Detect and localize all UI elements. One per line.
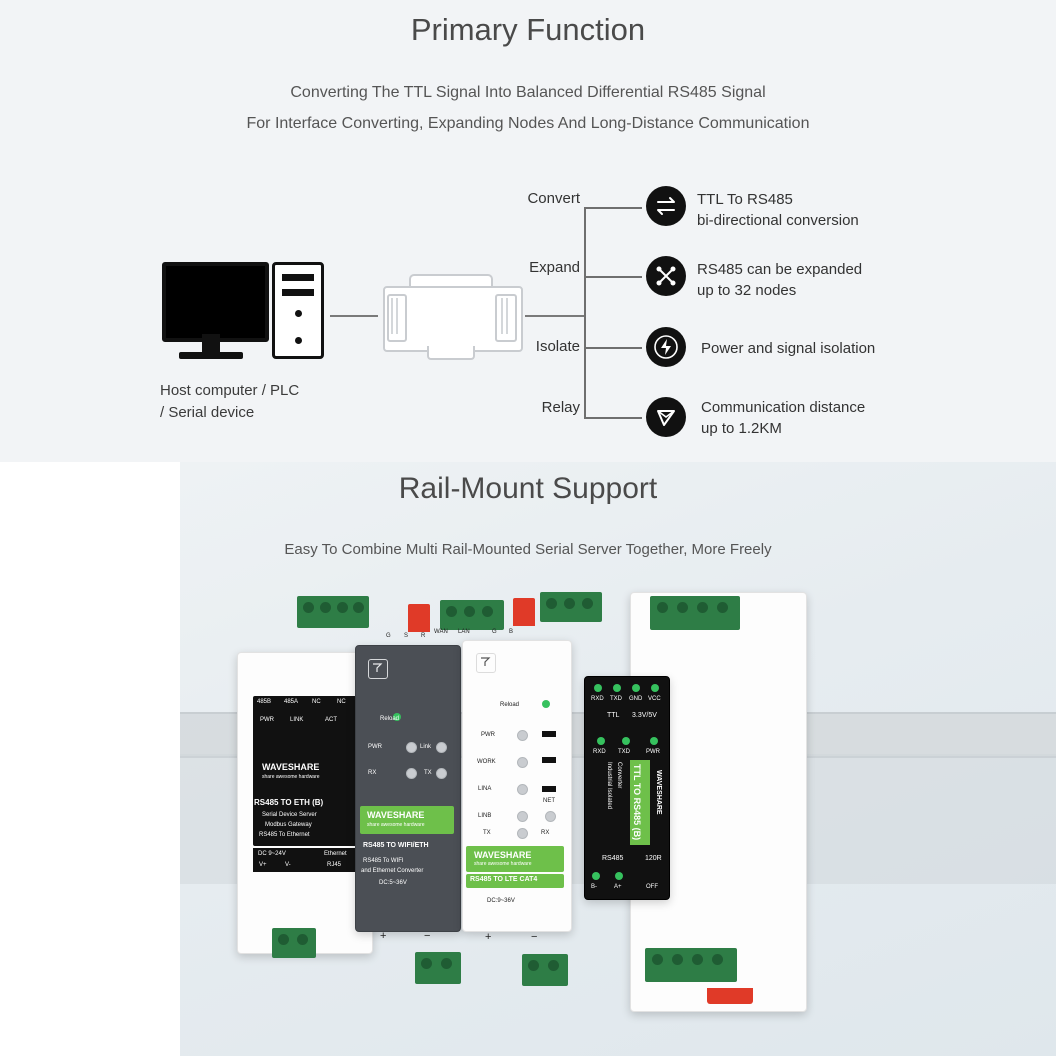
status-led (517, 828, 528, 839)
status-led (517, 757, 528, 768)
feature-desc-isolate (701, 338, 931, 359)
subtitle-line-2: For Interface Converting, Expanding Nodes And Long-Distance Communication (246, 115, 810, 132)
section-label: 3.3V/5V (632, 712, 657, 719)
feature-desc-relay (701, 397, 931, 439)
section-subtitle-rail-mount: Easy To Combine Multi Rail-Mounted Serial Server Together, More Freely (284, 541, 772, 558)
bottom-label: A+ (614, 884, 622, 890)
led-label: PWR (368, 744, 382, 750)
host-label-line-2: / Serial device (160, 404, 255, 421)
feature-desc-line-2: bi-directional conversion (697, 212, 859, 229)
top-label: RXD (591, 696, 604, 702)
device-model: RS485 TO WIFI/ETH (363, 842, 429, 849)
host-label-line-1: Host computer / PLC (160, 382, 300, 399)
brand-tagline: share awesome hardware (474, 861, 532, 867)
status-led (517, 811, 528, 822)
monitor-stand-icon (202, 334, 220, 352)
status-led (542, 757, 556, 763)
led-label: RX (368, 770, 377, 776)
status-led (597, 737, 605, 745)
led-label: RX (541, 830, 550, 836)
host-device-label (160, 380, 390, 424)
feature-tag-isolate: Isolate (535, 338, 580, 355)
terminal-block-green (440, 600, 504, 630)
device-model: TTL TO RS485 (B) (632, 764, 642, 841)
signal-relay-icon (646, 397, 686, 437)
polarity-label: − (424, 930, 431, 942)
led-label: RXD (593, 749, 606, 755)
led-label: TX (424, 770, 432, 776)
feature-desc-line-1: Power and signal isolation (701, 340, 876, 357)
terminal-block-green (272, 928, 316, 958)
power-label: DC:5~36V (379, 880, 407, 886)
feature-desc-convert (697, 189, 927, 231)
tower-slot-icon (282, 289, 314, 296)
bracket-branch (584, 276, 642, 278)
led-label: ACT (325, 717, 337, 723)
reload-label: Reload (500, 702, 520, 708)
bottom-label: V+ (259, 862, 267, 868)
led-label: TXD (618, 749, 630, 755)
status-led (517, 784, 528, 795)
module-detail-line (391, 298, 393, 334)
status-led (436, 742, 447, 753)
device-desc-line: and Ethernet Converter (361, 868, 424, 874)
antenna-icon (476, 653, 496, 673)
led-label: LINA (478, 786, 492, 792)
brand-name: WAVESHARE (474, 850, 532, 860)
feature-desc-line-1: TTL To RS485 (697, 191, 793, 208)
bottom-label: RJ45 (327, 862, 342, 868)
polarity-label: + (380, 930, 387, 942)
status-led (651, 684, 659, 692)
feature-tag-expand: Expand (529, 259, 580, 276)
module-bottom-outline (427, 346, 475, 360)
page-title: Primary Function (410, 12, 646, 47)
led-label: WORK (477, 759, 496, 765)
top-label: LAN (458, 629, 470, 635)
status-led (650, 737, 658, 745)
device-desc-line: Serial Device Server (262, 812, 317, 818)
terminal-block-green (297, 596, 369, 628)
status-led (545, 811, 556, 822)
status-led (615, 872, 623, 880)
device-model: RS485 TO ETH (B) (254, 798, 324, 807)
reload-label: Reload (380, 716, 400, 722)
terminal-block-green (415, 952, 461, 984)
top-label: G (386, 633, 391, 639)
bottom-label: RS485 (602, 855, 624, 862)
led-label: NET (543, 798, 555, 804)
brand-name: WAVESHARE (367, 810, 425, 820)
bracket-branch (584, 207, 642, 209)
subtitle-line-1: Converting The TTL Signal Into Balanced Differential RS485 Signal (290, 84, 766, 101)
power-label: DC:9~36V (487, 898, 515, 904)
top-label: VCC (648, 696, 661, 702)
status-led (436, 768, 447, 779)
brand-name: WAVESHARE (655, 770, 662, 815)
status-led (542, 786, 556, 792)
red-terminal-cap (513, 598, 535, 626)
monitor-icon (162, 262, 269, 342)
expand-nodes-icon (646, 256, 686, 296)
terminal-label: 485B (257, 699, 272, 705)
led-label: LINB (478, 813, 492, 819)
primary-function-section (0, 0, 1056, 462)
device-desc-line: RS485 To Ethernet (259, 832, 310, 838)
device-desc-line: Converter (616, 762, 622, 789)
top-label: G (492, 629, 497, 635)
led-label: PWR (646, 749, 660, 755)
feature-tag-relay: Relay (541, 399, 580, 416)
bracket-branch (584, 347, 642, 349)
feature-tag-convert: Convert (527, 190, 580, 207)
red-terminal-cap (408, 604, 430, 632)
isolation-icon (646, 327, 686, 367)
module-detail-line (501, 298, 503, 334)
terminal-label: NC (312, 699, 321, 705)
status-led (542, 700, 550, 708)
connection-wire-left (330, 315, 378, 317)
status-led (613, 684, 621, 692)
feature-desc-line-2: up to 1.2KM (701, 420, 782, 437)
top-label: WAN (434, 629, 448, 635)
device-desc-line: RS485 To WIFI (363, 858, 404, 864)
terminal-label: NC (337, 699, 346, 705)
port-label: Ethernet (324, 851, 347, 857)
bottom-label: B- (591, 884, 597, 890)
polarity-label: − (531, 931, 538, 943)
antenna-icon (368, 659, 388, 679)
feature-desc-line-2: up to 32 nodes (697, 282, 797, 299)
status-led (406, 768, 417, 779)
top-label: GND (629, 696, 643, 702)
bottom-label: 120R (645, 855, 662, 862)
brand-tagline: share awesome hardware (367, 822, 425, 828)
led-label: TX (483, 830, 491, 836)
brand-name: WAVESHARE (262, 762, 320, 772)
bidirectional-arrows-icon (646, 186, 686, 226)
bracket-vertical (584, 207, 586, 417)
connection-wire-right (525, 315, 585, 317)
section-title-rail-mount: Rail-Mount Support (398, 472, 658, 505)
feature-desc-line-1: RS485 can be expanded (697, 261, 863, 278)
status-led (517, 730, 528, 741)
list-item (355, 645, 461, 932)
terminal-block-green (645, 948, 737, 982)
bottom-label: OFF (646, 884, 658, 890)
led-label: LINK (290, 717, 304, 723)
terminal-block-green (522, 954, 568, 986)
device-desc-line: Modbus Gateway (265, 822, 312, 828)
monitor-base-icon (179, 352, 243, 359)
status-led (542, 731, 556, 737)
terminal-block-green (650, 596, 740, 630)
device-desc-line: Industrial Isolated (606, 762, 612, 810)
top-label: B (509, 629, 514, 635)
section-label: TTL (607, 712, 620, 719)
module-detail-line (396, 298, 398, 334)
terminal-label: 485A (284, 699, 299, 705)
device-model: RS485 TO LTE CAT4 (470, 876, 538, 883)
feature-desc-expand (697, 259, 927, 301)
feature-desc-line-1: Communication distance (701, 399, 866, 416)
tower-slot-icon (282, 274, 314, 281)
status-led (594, 684, 602, 692)
rail-clip-red (707, 988, 753, 1004)
led-label: PWR (260, 717, 274, 723)
bracket-branch (584, 417, 642, 419)
polarity-label: + (485, 931, 492, 943)
status-led (622, 737, 630, 745)
tower-led-icon (295, 337, 302, 344)
led-label: PWR (481, 732, 495, 738)
bottom-label: V- (285, 862, 291, 868)
top-label: R (421, 633, 426, 639)
tower-led-icon (295, 310, 302, 317)
top-label: TXD (610, 696, 622, 702)
converter-module-outline (375, 272, 527, 360)
brand-tagline: share awesome hardware (262, 774, 320, 780)
power-label: DC 9~24V (258, 851, 286, 857)
status-led (406, 742, 417, 753)
terminal-block-green (540, 592, 602, 622)
status-led (632, 684, 640, 692)
top-label: S (404, 633, 409, 639)
module-detail-line (506, 298, 508, 334)
led-label: Link (420, 744, 432, 750)
status-led (592, 872, 600, 880)
